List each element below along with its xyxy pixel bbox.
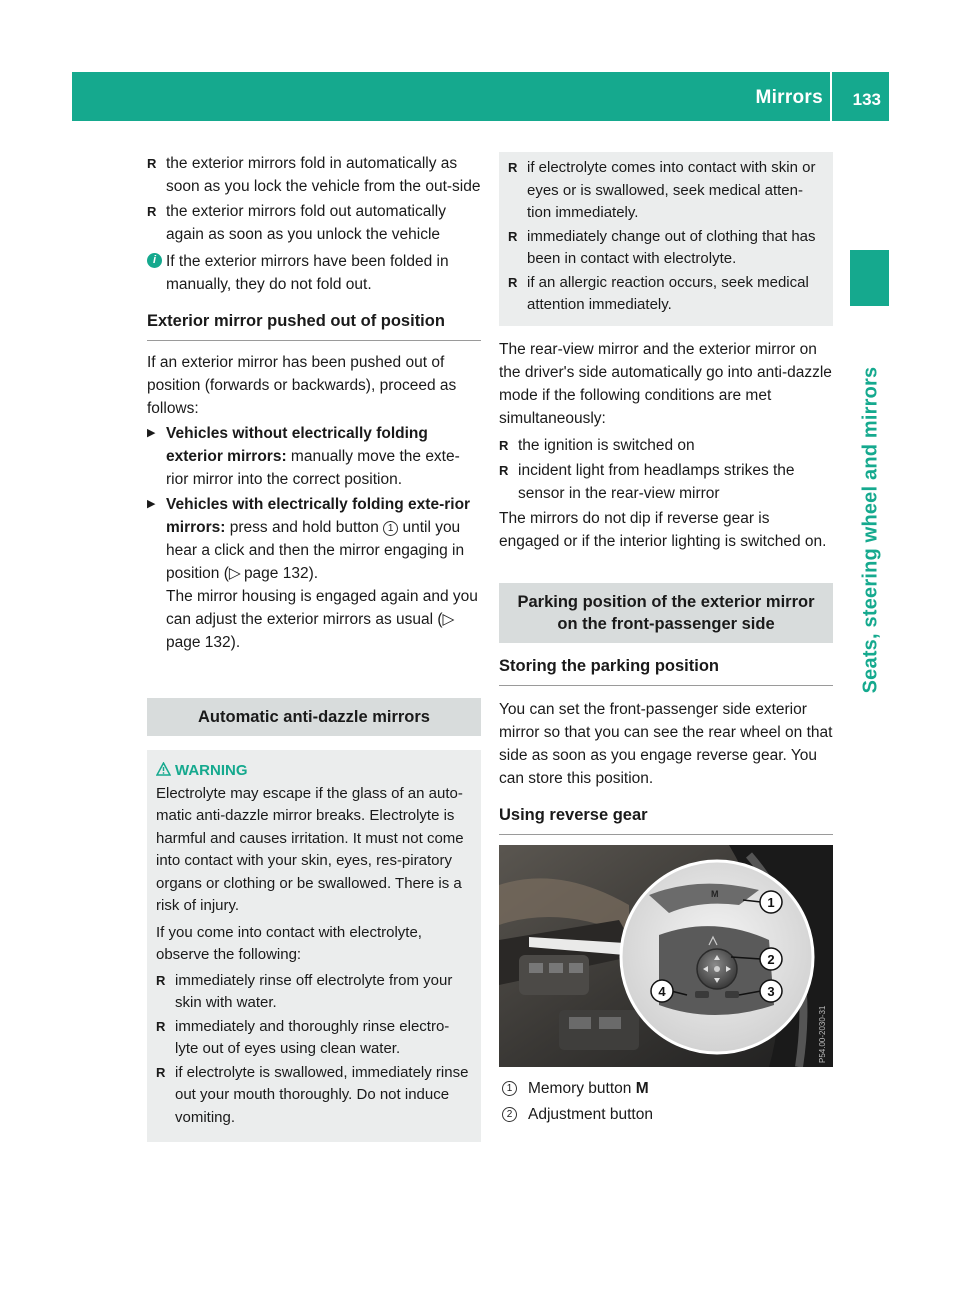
photo-callout-2 (760, 948, 782, 970)
list-item: R if an allergic reaction occurs, seek medical attention immediately. (508, 272, 824, 317)
list-item: R if electrolyte is swallowed, immediately rinse out your mouth thoroughly. Do not induce vomiting. (156, 1062, 472, 1130)
photo-code: P54.00-2030-31 (818, 1005, 827, 1063)
list-item: R immediately change out of clothing that has been in contact with electrolyte. (508, 226, 824, 271)
subheading-pushed-out: Exterior mirror pushed out of position (147, 310, 481, 341)
svg-text:2: 2 (767, 951, 775, 967)
page-ref-arrow-icon: ▷ (442, 611, 458, 628)
page-reference-link[interactable]: page 132 (166, 634, 231, 651)
warning-text: If you come into contact with electrolyte, observe the following: (156, 923, 422, 963)
paragraph: You can set the front-passenger side exterior mirror so that you can see the rear wheel on that side as soon as you engage reverse gear. You can store this position. (499, 700, 833, 787)
photo-illustration (499, 845, 833, 1067)
callout-number: 2 (502, 1107, 517, 1122)
left-column (147, 152, 481, 1142)
callout-number: 1 (383, 521, 398, 536)
instruction-step: ▶ Vehicles without electrically folding exterior mirrors: manually move the exte-rior mirror into the correct position. (147, 422, 481, 491)
list-item: R incident light from headlamps strikes the sensor in the rear-view mirror (499, 459, 833, 505)
list-item: R the ignition is switched on (499, 434, 833, 457)
list-item: R immediately rinse off electrolyte from your skin with water. (156, 970, 472, 1015)
list-item: R immediately and thoroughly rinse electro-lyte out of eyes using clean water. (156, 1016, 472, 1061)
warning-box (147, 750, 481, 1142)
list-item: R the exterior mirrors fold in automatically as soon as you lock the vehicle from the out-side (147, 152, 481, 198)
list-item: R the exterior mirrors fold out automatically again as soon as you unlock the vehicle (147, 200, 481, 246)
legend-item: 2 Adjustment button (499, 1103, 833, 1126)
info-icon: i (147, 253, 162, 268)
warning-text: Electrolyte may escape if the glass of an auto-matic anti-dazzle mirror breaks. Electrolyte is harmful and causes irritation. It must not come into contact with your skin, eyes, res-piratory organs or clothing or be swallowed. There is a risk of injury. (156, 784, 464, 914)
photo-callout-3 (760, 980, 782, 1002)
side-section-label: Seats, steering wheel and mirrors (859, 366, 882, 694)
page-reference-link[interactable]: page 132 (243, 565, 309, 582)
section-title-parking-position: Parking position of the exterior mirror on the front-passenger side (499, 583, 833, 643)
section-title-anti-dazzle: Automatic anti-dazzle mirrors (147, 698, 481, 736)
photo-callout-1 (760, 891, 782, 913)
door-controls-photo (499, 845, 833, 1067)
callout-number: 1 (502, 1081, 517, 1096)
paragraph: The mirrors do not dip if reverse gear is engaged or if the interior lighting is switched on. (499, 509, 827, 550)
svg-text:1: 1 (767, 894, 775, 910)
photo-m-label: M (711, 888, 719, 899)
svg-text:3: 3 (767, 983, 775, 999)
photo-callout-4 (651, 980, 673, 1002)
list-item: R if electrolyte comes into contact with skin or eyes or is swallowed, seek medical atten-tion immediately. (508, 157, 824, 225)
paragraph: If an exterior mirror has been pushed out of position (forwards or backwards), proceed as follows: (147, 354, 457, 417)
page-ref-arrow-icon: ▷ (228, 565, 244, 582)
warning-box-continued (499, 152, 833, 326)
page-header (72, 72, 889, 121)
legend-item: 1 Memory button M (499, 1077, 833, 1100)
right-column (499, 152, 833, 1126)
warning-triangle-icon (156, 762, 171, 776)
side-tab-marker (850, 250, 889, 306)
instruction-step: ▶ Vehicles with electrically folding exte-rior mirrors: press and hold button 1 until you hear a click and then the mirror engaging in position (▷ page 132). The mirror housing is engaged again and you can adjust the exterior mirrors as usual (▷ page 132). (147, 493, 481, 654)
paragraph: The rear-view mirror and the exterior mirror on the driver's side automatically go into anti-dazzle mode if the following conditions are met simultaneously: (499, 340, 832, 427)
svg-text:4: 4 (658, 983, 666, 999)
chapter-title: Mirrors (755, 87, 823, 108)
warning-heading: WARNING (156, 760, 472, 783)
subheading-reverse-gear: Using reverse gear (499, 804, 833, 835)
info-note: i If the exterior mirrors have been folded in manually, they do not fold out. (147, 250, 481, 296)
page-number: 133 (852, 90, 881, 109)
subheading-storing: Storing the parking position (499, 655, 833, 686)
header-divider (830, 72, 832, 121)
